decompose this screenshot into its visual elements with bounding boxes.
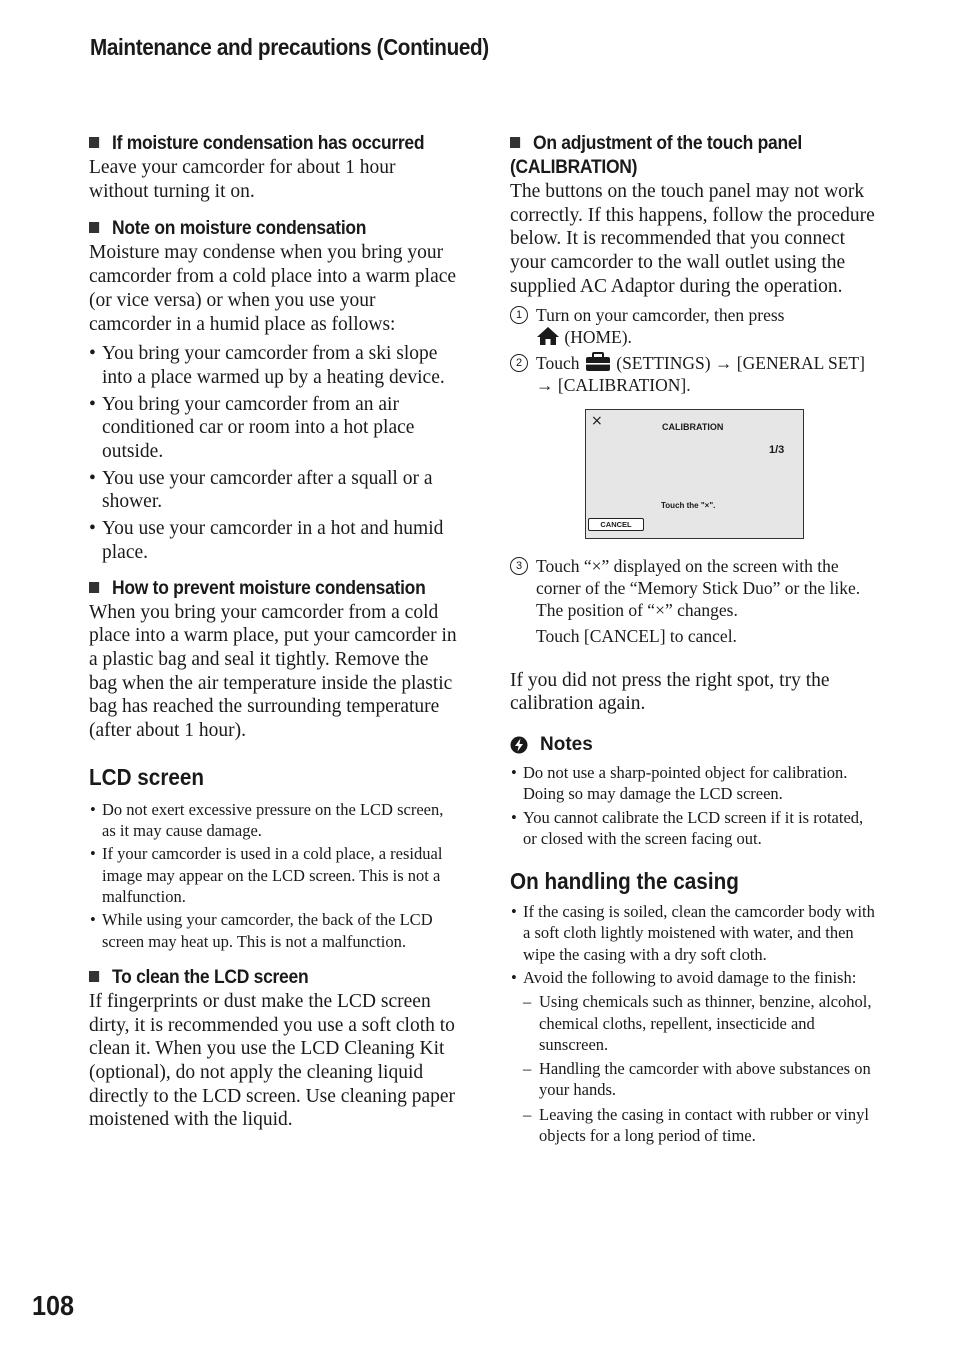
lcd-screen-list [89,799,457,952]
section-heading-moisture-occurred: If moisture condensation has occurred [89,132,428,156]
list-item: • You cannot calibrate the LCD screen if it is rotated, or closed with the screen facing out. [510,807,880,850]
list-item: – Handling the camcorder with above substances on your hands. [510,1058,880,1101]
notes-heading: Notes [510,734,880,756]
square-bullet-icon [89,222,99,233]
list-item: • You use your camcorder in a hot and humid place. [89,517,457,564]
calibration-retry-text: If you did not press the right spot, try the calibration again. [510,669,830,715]
cancel-button[interactable]: CANCEL [588,518,644,531]
moisture-situations-list [89,342,457,564]
casing-heading: On handling the casing [510,868,739,895]
square-bullet-icon [89,971,99,982]
list-item: • Do not exert excessive pressure on the LCD screen, as it may cause damage. [89,799,457,842]
lcd-screen-heading: LCD screen [89,763,205,790]
page-header: Maintenance and precautions (Continued) [90,34,489,60]
step-number: 2 [510,354,528,372]
calibration-screen-illustration [585,409,804,539]
step-3-cancel-text: Touch [CANCEL] to cancel. [536,625,737,646]
list-item: • Avoid the following to avoid damage to the finish: [510,967,880,988]
list-item: • Do not use a sharp-pointed object for calibration. Doing so may damage the LCD screen. [510,762,880,805]
moisture-note-text: Moisture may condense when you bring your camcorder from a cold place into a warm place (or vice versa) or when you use your camcorder in a humid place as follows: [89,242,457,335]
prevent-text: When you bring your camcorder from a cold place into a warm place, put your camcorder in a plastic bag and seal it tightly. Remove the bag when the air temperature inside the plastic bag has reached the surrounding temperature (after about 1 hour). [89,601,457,742]
calibration-instruction: Touch the "×". [661,500,716,510]
step-3: 3 Touch “×” displayed on the screen with the corner of the “Memory Stick Duo” or the like. The position of “×” changes. Touch [CANCEL] to cancel. [510,555,880,647]
section-heading-moisture-note: Note on moisture condensation [89,217,428,241]
calibration-screen-title: CALIBRATION [662,421,724,432]
notes-icon [510,736,528,754]
left-column [89,132,457,1132]
list-item: • While using your camcorder, the back of the LCD screen may heat up. This is not a malfunction. [89,909,457,952]
notes-list [510,762,880,849]
list-item: • You use your camcorder after a squall or a shower. [89,467,457,514]
home-icon [536,326,560,346]
section-heading-calibration-line2: (CALIBRATION) [510,157,638,178]
casing-list [510,901,880,988]
square-bullet-icon [89,137,99,148]
close-icon: × [591,412,603,429]
calibration-text: The buttons on the touch panel may not work correctly. If this happens, follow the procedure below. It is recommended that you connect your camcorder to the wall outlet using the supplied AC Adaptor during the operation. [510,181,875,297]
step-1: 1 Turn on your camcorder, then press (HOME). [510,304,880,348]
list-item: – Using chemicals such as thinner, benzine, alcohol, chemical cloths, repellent, insecticide and sunscreen. [510,991,880,1055]
section-heading-clean: To clean the LCD screen [89,966,428,990]
calibration-page-counter: 1/3 [769,443,785,456]
settings-toolbox-icon [584,352,612,372]
step-2: 2 Touch (SETTINGS) → [GENERAL SET] → [CALIBRATION]. [510,352,880,396]
right-column [510,132,880,1149]
list-item: – Leaving the casing in contact with rubber or vinyl objects for a long period of time. [510,1104,880,1147]
list-item: • You bring your camcorder from a ski slope into a place warmed up by a heating device. [89,342,457,389]
casing-sublist [510,991,880,1146]
square-bullet-icon [89,582,99,593]
section-heading-calibration: On adjustment of the touch panel [510,132,850,156]
step-number: 1 [510,306,528,324]
clean-text: If fingerprints or dust make the LCD screen dirty, it is recommended you use a soft cloth to clean it. When you use the LCD Cleaning Kit (optional), do not apply the cleaning liquid directly to the LCD screen. Use cleaning paper moistened with the liquid. [89,990,456,1131]
list-item: • If your camcorder is used in a cold place, a residual image may appear on the LCD screen. This is not a malfunction. [89,843,457,907]
moisture-occurred-text: Leave your camcorder for about 1 hour without turning it on. [89,157,396,202]
list-item: • You bring your camcorder from an air conditioned car or room into a hot place outside. [89,393,457,464]
section-heading-prevent: How to prevent moisture condensation [89,577,428,601]
step-number: 3 [510,557,528,575]
page-number: 108 [32,1290,75,1321]
square-bullet-icon [510,137,520,148]
list-item: • If the casing is soiled, clean the camcorder body with a soft cloth lightly moistened with water, and then wipe the casing with a dry soft cloth. [510,901,880,965]
